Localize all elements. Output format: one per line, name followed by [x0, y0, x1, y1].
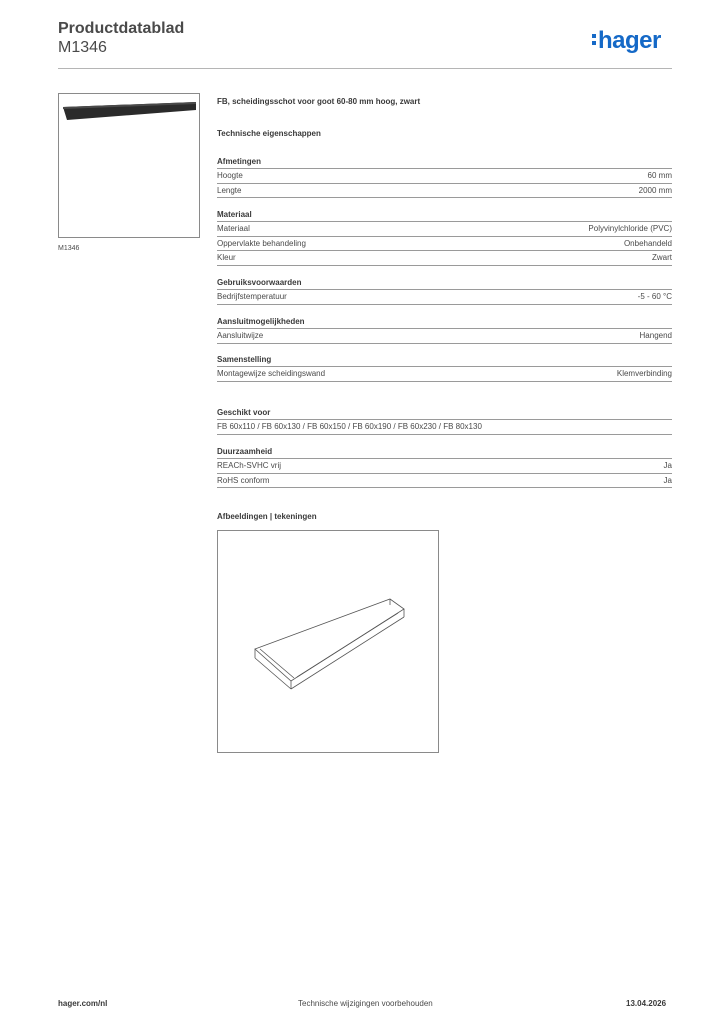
drawings-title: Afbeeldingen | tekeningen — [217, 512, 317, 521]
footer-date: 13.04.2026 — [626, 999, 667, 1008]
spec-row: RoHS conform Ja — [217, 473, 672, 489]
spec-row: Bedrijfstemperatuur -5 - 60 °C — [217, 289, 672, 305]
spec-row: Oppervlakte behandeling Onbehandeld — [217, 236, 672, 251]
section-title: Gebruiksvoorwaarden — [217, 278, 302, 287]
article-number: M1346 — [58, 39, 107, 56]
spec-row: REACh-SVHC vrij Ja — [217, 458, 672, 473]
product-photo — [58, 93, 200, 238]
section-materiaal — [217, 208, 672, 266]
section-afbeeldingen — [217, 510, 672, 523]
section-title: Samenstelling — [217, 355, 272, 364]
spec-row: FB 60x110 / FB 60x130 / FB 60x150 / FB 60x190 / FB 60x230 / FB 80x130 — [217, 419, 672, 435]
technical-properties-title: Technische eigenschappen — [217, 129, 321, 138]
section-title: Afmetingen — [217, 157, 261, 166]
header-divider — [58, 68, 672, 69]
section-title: Geschikt voor — [217, 408, 271, 417]
page-title: Productdatablad — [58, 20, 185, 37]
section-gebruiksvoorwaarden — [217, 276, 672, 305]
section-afmetingen — [217, 155, 672, 198]
technical-drawing — [217, 530, 439, 753]
spec-row: Lengte 2000 mm — [217, 183, 672, 199]
footer-disclaimer: Technische wijzigingen voorbehouden — [298, 999, 433, 1008]
section-title: Materiaal — [217, 210, 252, 219]
section-samenstelling — [217, 353, 672, 382]
section-duurzaamheid — [217, 445, 672, 488]
footer-website: hager.com/nl — [58, 999, 108, 1008]
spec-row: Kleur Zwart — [217, 250, 672, 266]
spec-row: Montagewijze scheidingswand Klemverbinding — [217, 366, 672, 382]
section-geschikt-voor — [217, 406, 672, 435]
spec-row: Hoogte 60 mm — [217, 168, 672, 183]
section-title: Duurzaamheid — [217, 447, 273, 456]
logo-text: hager — [598, 27, 661, 54]
hager-logo — [592, 27, 661, 55]
product-description: FB, scheidingsschot voor goot 60-80 mm hoog, zwart — [217, 97, 421, 106]
product-photo-caption: M1346 — [58, 245, 80, 252]
logo-dots-icon — [592, 27, 596, 49]
spec-row: Materiaal Polyvinylchloride (PVC) — [217, 221, 672, 236]
spec-row: Aansluitwijze Hangend — [217, 328, 672, 344]
section-title: Aansluitmogelijkheden — [217, 317, 305, 326]
section-aansluitmogelijkheden — [217, 315, 672, 344]
